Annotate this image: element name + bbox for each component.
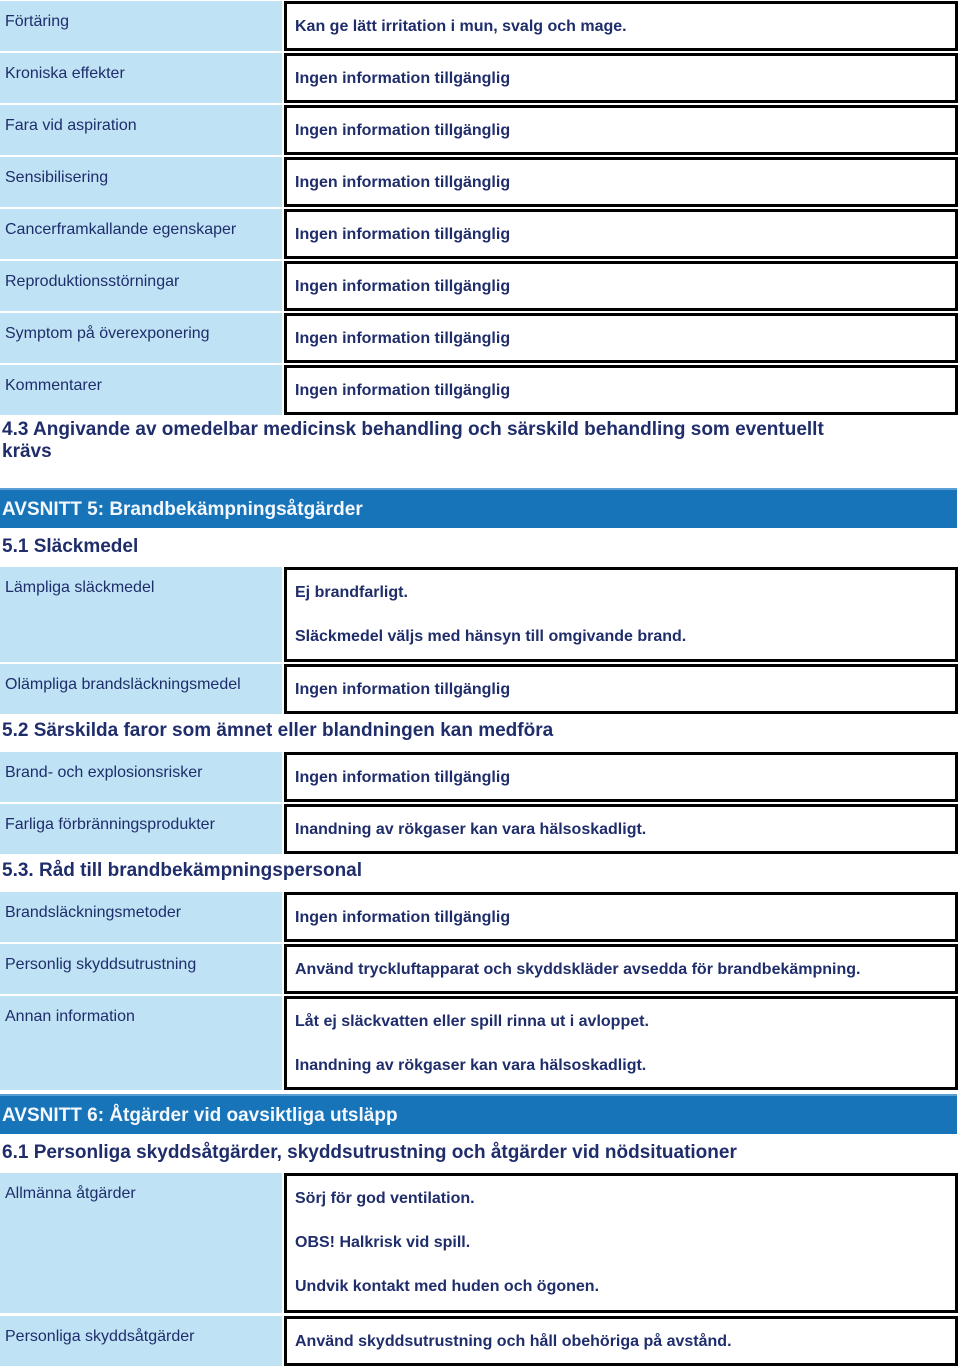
row-value xyxy=(284,313,958,363)
table-row xyxy=(0,261,958,311)
row-label: Annan information xyxy=(0,996,282,1090)
row-label: Olämpliga brandsläckningsmedel xyxy=(0,664,282,714)
row-label: Personlig skyddsutrustning xyxy=(0,944,282,994)
table-row xyxy=(0,752,958,802)
row-value xyxy=(284,1,958,51)
row-label: Kroniska effekter xyxy=(0,53,282,103)
row-value xyxy=(284,105,958,155)
heading-4-3: 4.3 Angivande av omedelbar medicinsk behandling och särskild behandling som eventuellt krävs xyxy=(2,419,824,462)
row-value xyxy=(284,209,958,259)
value-line: Ingen information tillgänglig xyxy=(295,70,511,87)
section-6-title: AVSNITT 6: Åtgärder vid oavsiktliga utsläpp xyxy=(2,1105,398,1126)
table-row xyxy=(0,804,958,854)
table-row xyxy=(0,1316,958,1366)
section-5-header xyxy=(0,488,957,528)
value-line: Inandning av rökgaser kan vara hälsoskadligt. xyxy=(295,1057,647,1074)
heading-5-2: 5.2 Särskilda faror som ämnet eller blandningen kan medföra xyxy=(2,720,554,741)
table-row xyxy=(0,365,958,415)
row-value xyxy=(284,1173,958,1313)
value-line: Ingen information tillgänglig xyxy=(295,681,511,698)
table-row xyxy=(0,1,958,51)
row-value xyxy=(284,53,958,103)
value-line: Låt ej släckvatten eller spill rinna ut i avloppet. xyxy=(295,1013,649,1030)
table-row xyxy=(0,567,958,662)
table-row xyxy=(0,53,958,103)
value-line: Inandning av rökgaser kan vara hälsoskadligt. xyxy=(295,821,647,838)
row-value xyxy=(284,892,958,942)
table-row xyxy=(0,313,958,363)
value-line: Ingen information tillgänglig xyxy=(295,909,511,926)
table-row xyxy=(0,944,958,994)
value-line: Sörj för god ventilation. xyxy=(295,1190,475,1207)
value-line: Ingen information tillgänglig xyxy=(295,122,511,139)
row-label: Sensibilisering xyxy=(0,157,282,207)
value-line: Kan ge lätt irritation i mun, svalg och mage. xyxy=(295,18,627,35)
row-label: Farliga förbränningsprodukter xyxy=(0,804,282,854)
value-line: Ingen information tillgänglig xyxy=(295,174,511,191)
row-value xyxy=(284,804,958,854)
section-5-title: AVSNITT 5: Brandbekämpningsåtgärder xyxy=(2,499,363,520)
row-label: Fara vid aspiration xyxy=(0,105,282,155)
value-line: Ej brandfarligt. xyxy=(295,584,408,601)
row-label: Brand- och explosionsrisker xyxy=(0,752,282,802)
row-value xyxy=(284,261,958,311)
heading-5-1: 5.1 Släckmedel xyxy=(2,536,139,557)
value-line: Använd skyddsutrustning och håll obehöriga på avstånd. xyxy=(295,1333,732,1350)
table-row xyxy=(0,996,958,1090)
row-value xyxy=(284,157,958,207)
value-line: Ingen information tillgänglig xyxy=(295,226,511,243)
heading-5-3: 5.3. Råd till brandbekämpningspersonal xyxy=(2,860,363,881)
row-value xyxy=(284,944,958,994)
value-line: Ingen information tillgänglig xyxy=(295,278,511,295)
row-value xyxy=(284,567,958,662)
row-label: Cancerframkallande egenskaper xyxy=(0,209,282,259)
row-value xyxy=(284,664,958,714)
row-label: Kommentarer xyxy=(0,365,282,415)
table-row xyxy=(0,664,958,714)
table-row xyxy=(0,157,958,207)
table-row xyxy=(0,1173,958,1313)
value-line: OBS! Halkrisk vid spill. xyxy=(295,1234,471,1251)
value-line: Använd tryckluftapparat och skyddskläder avsedda för brandbekämpning. xyxy=(295,961,861,978)
row-label: Personliga skyddsåtgärder xyxy=(0,1316,282,1366)
row-label: Lämpliga släckmedel xyxy=(0,567,282,662)
row-label: Allmänna åtgärder xyxy=(0,1173,282,1313)
value-line: Släckmedel väljs med hänsyn till omgivande brand. xyxy=(295,628,687,645)
table-row xyxy=(0,209,958,259)
row-value xyxy=(284,1316,958,1366)
value-line: Ingen information tillgänglig xyxy=(295,330,511,347)
section-6-header xyxy=(0,1094,957,1134)
row-label: Symptom på överexponering xyxy=(0,313,282,363)
value-line: Undvik kontakt med huden och ögonen. xyxy=(295,1278,600,1295)
row-label: Förtäring xyxy=(0,1,282,51)
row-label: Brandsläckningsmetoder xyxy=(0,892,282,942)
row-value xyxy=(284,996,958,1090)
value-line: Ingen information tillgänglig xyxy=(295,769,511,786)
table-row xyxy=(0,105,958,155)
row-value xyxy=(284,752,958,802)
value-line: Ingen information tillgänglig xyxy=(295,382,511,399)
row-value xyxy=(284,365,958,415)
table-row xyxy=(0,892,958,942)
row-label: Reproduktionsstörningar xyxy=(0,261,282,311)
heading-6-1: 6.1 Personliga skyddsåtgärder, skyddsutrustning och åtgärder vid nödsituationer xyxy=(2,1142,737,1163)
